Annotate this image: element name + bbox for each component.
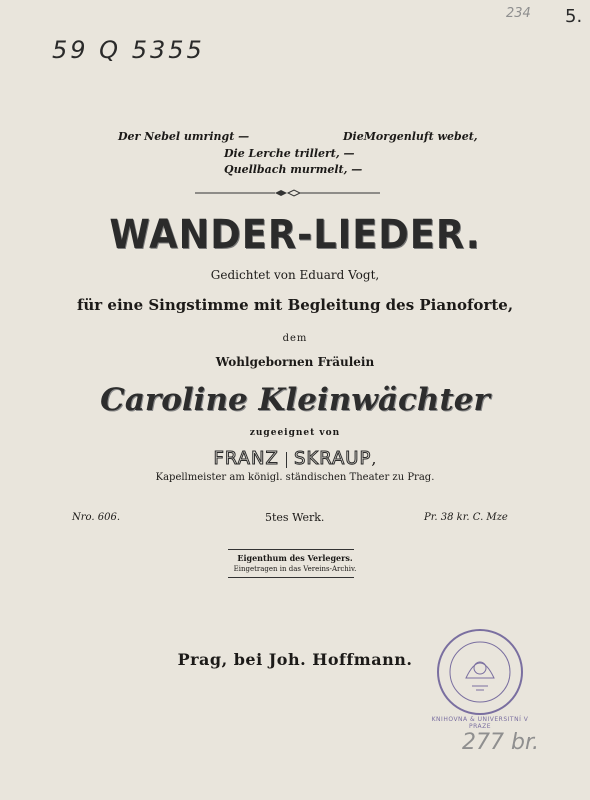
stamp-text: KNIHOVNA & UNIVERSITNÍ V PRAZE: [431, 716, 529, 730]
publisher: Prag, bei Joh. Hoffmann.: [177, 650, 413, 669]
catalog-number: Nro. 606.: [72, 512, 120, 523]
corner-number: 5.: [565, 6, 583, 27]
ornament-rule: [195, 188, 380, 198]
price: Pr. 38 kr. C. Mze: [424, 512, 508, 523]
pencil-number-top: 234: [506, 6, 531, 21]
dedication-zugeeignet: zugeeignet von: [249, 428, 341, 438]
composer-name: FRANZ SKRAUP,: [213, 448, 377, 469]
composer-last-name: SKRAUP: [293, 448, 372, 469]
composer-title: Kapellmeister am königl. ständischen Theater zu Prag.: [155, 472, 435, 483]
ownership-rule-top: [228, 549, 354, 550]
poem-line-3: Quellbach murmelt, —: [224, 163, 363, 176]
dedication-honorific: Wohlgebornen Fräulein: [215, 355, 375, 369]
library-stamp: [436, 628, 524, 716]
dedication-dem: dem: [282, 333, 308, 344]
ownership-line-2: Eingetragen in das Vereins-Archiv.: [233, 565, 357, 573]
instrumentation: für eine Singstimme mit Begleitung des Pianoforte,: [76, 296, 514, 314]
dedicatee-name: Caroline Kleinwächter: [100, 382, 490, 418]
pencil-number-bottom: 277 br.: [462, 730, 539, 755]
page-title: WANDER-LIEDER.: [109, 212, 481, 258]
ownership-rule-bottom: [228, 577, 354, 578]
poem-line-2: Die Lerche trillert, —: [224, 147, 355, 160]
ownership-line-1: Eigenthum des Verlegers.: [237, 553, 353, 563]
shelfmark: 59 Q 5355: [52, 36, 205, 64]
poem-line-1-left: Der Nebel umringt —: [118, 130, 250, 143]
composer-first-name: FRANZ: [213, 448, 279, 469]
poet-credit: Gedichtet von Eduard Vogt,: [210, 268, 380, 282]
work-number: 5tes Werk.: [265, 511, 325, 524]
poem-line-1-right: DieMorgenluft webet,: [343, 130, 478, 143]
